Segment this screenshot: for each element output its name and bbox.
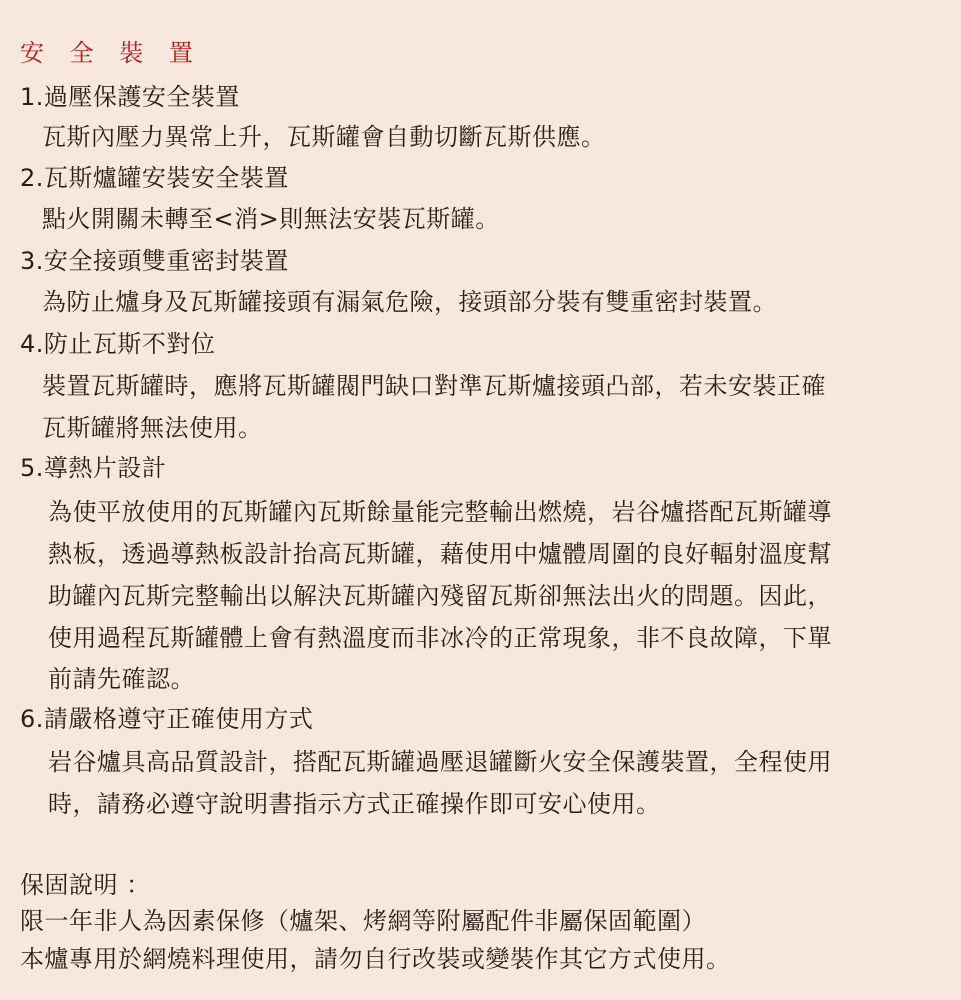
- section-title: 安 全 裝 置: [20, 39, 202, 67]
- item-6-heading: 6.請嚴格遵守正確使用方式: [20, 705, 314, 733]
- item-5-text-line-5: 前請先確認。: [48, 665, 195, 693]
- item-5-text-line-4: 使用過程瓦斯罐體上會有熱溫度而非冰冷的正常現象，非不良故障，下單: [48, 624, 832, 652]
- warranty-line-1: 限一年非人為因素保修（爐架、烤網等附屬配件非屬保固範圍）: [20, 907, 706, 935]
- item-1-text: 瓦斯內壓力異常上升，瓦斯罐會自動切斷瓦斯供應。: [42, 123, 606, 151]
- item-1-heading: 1.過壓保護安全裝置: [20, 83, 240, 111]
- warranty-title: 保固說明 ：: [20, 871, 151, 899]
- item-6-text-line-2: 時，請務必遵守說明書指示方式正確操作即可安心使用。: [48, 790, 661, 818]
- item-2-heading: 2.瓦斯爐罐安裝安全裝置: [20, 164, 289, 192]
- item-2-text: 點火開關未轉至<消>則無法安裝瓦斯罐。: [42, 205, 500, 233]
- item-3-text: 為防止爐身及瓦斯罐接頭有漏氣危險，接頭部分裝有雙重密封裝置。: [42, 288, 777, 316]
- item-4-text-line-2: 瓦斯罐將無法使用。: [42, 414, 263, 442]
- item-4-text-line-1: 裝置瓦斯罐時，應將瓦斯罐閥門缺口對準瓦斯爐接頭凸部，若未安裝正確: [42, 372, 826, 400]
- item-4-heading: 4.防止瓦斯不對位: [20, 330, 216, 358]
- item-3-heading: 3.安全接頭雙重密封裝置: [20, 247, 289, 275]
- item-5-text-line-2: 熱板，透過導熱板設計抬高瓦斯罐，藉使用中爐體周圍的良好輻射溫度幫: [48, 540, 832, 568]
- item-5-text-line-3: 助罐內瓦斯完整輸出以解決瓦斯罐內殘留瓦斯卻無法出火的問題。因此，: [48, 582, 832, 610]
- item-5-heading: 5.導熱片設計: [20, 454, 167, 482]
- item-6-text-line-1: 岩谷爐具高品質設計，搭配瓦斯罐過壓退罐斷火安全保護裝置，全程使用: [48, 748, 832, 776]
- item-5-text-line-1: 為使平放使用的瓦斯罐內瓦斯餘量能完整輸出燃燒，岩谷爐搭配瓦斯罐導: [48, 498, 832, 526]
- warranty-line-2: 本爐專用於網燒料理使用，請勿自行改裝或變裝作其它方式使用。: [20, 945, 731, 973]
